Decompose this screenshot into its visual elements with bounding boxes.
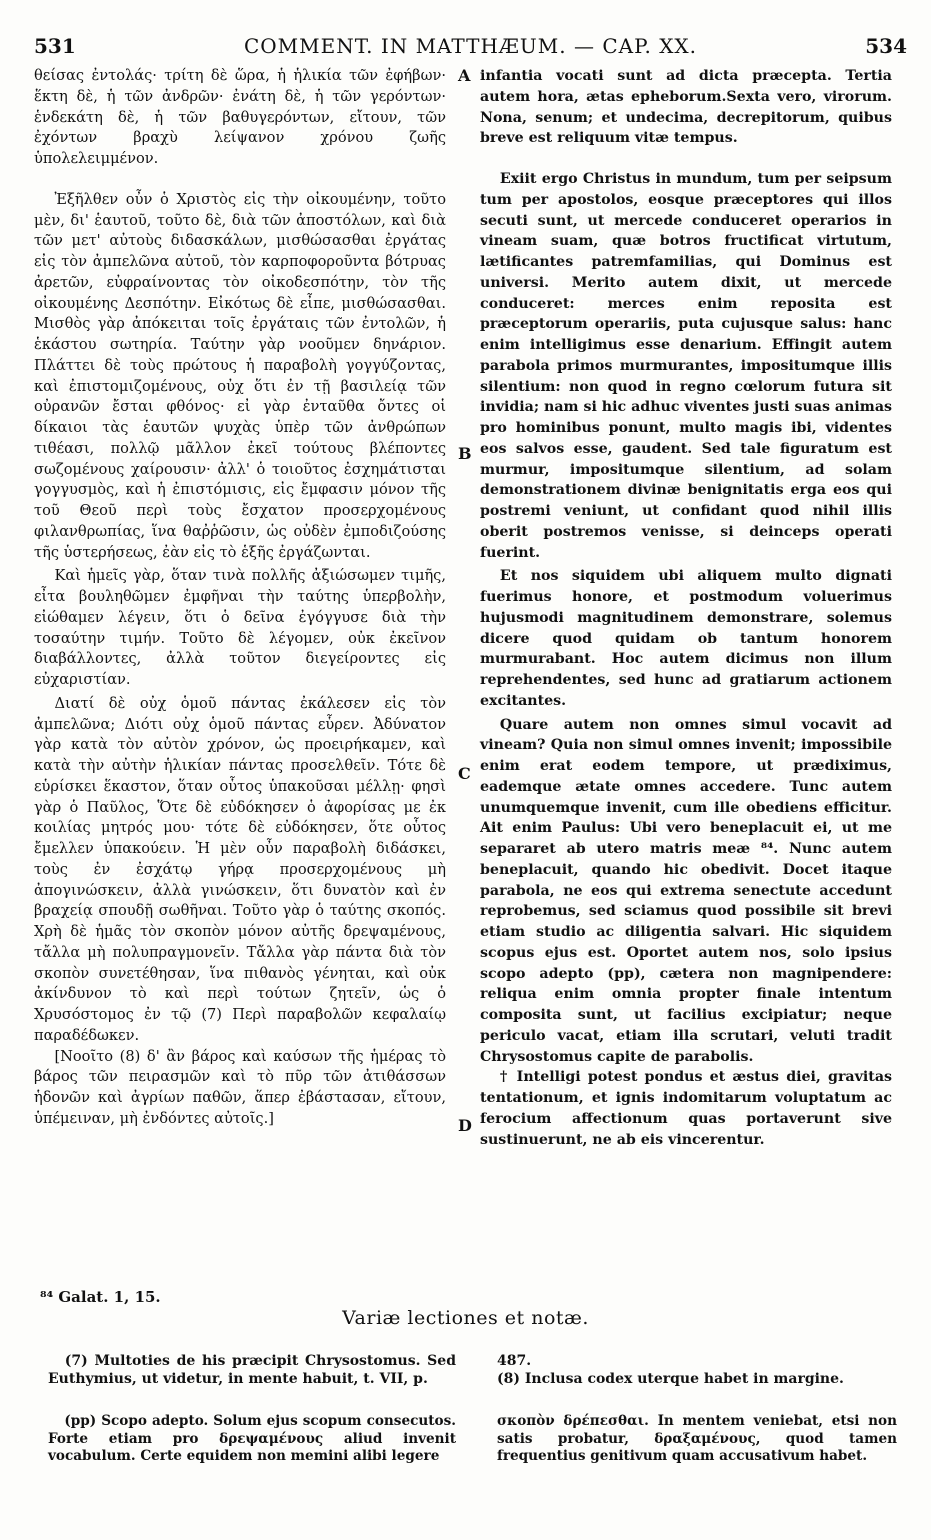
margin-marker-b: B [458,444,472,463]
page-header [34,34,907,62]
margin-marker-c: C [458,764,471,783]
greek-paragraph-3: Καὶ ἡμεῖς γὰρ, ὅταν τινὰ πολλῆς ἀξιώσωμεν τιμῆς, εἶτα βουληθῶμεν ἐμφῆναι τὴν ταύτης ὑπερβολὴν, εἰώθαμεν λέγειν, ὅτι ὁ δεῖνα ἐγόγγυσε διὰ τὴν τοσαύτην τιμήν. Τοῦτο δὲ λέγομεν, οὐκ ἐκεῖνον διαβάλλοντες, ἀλλὰ τοῦτον διεγείροντες εἰς εὐχαριστίαν. [34,567,446,688]
note-7-text: (7) Multoties de his præcipit Chrysostomus. Sed Euthymius, ut videtur, in mente habuit, t. VII, p. [48,1353,456,1387]
greek-paragraph-5: [Νοοῖτο (8) δ' ἂν βάρος καὶ καύσων τῆς ἡμέρας τὸ βάρος τῶν πειρασμῶν καὶ τὸ πῦρ τῶν ἀτιθάσσων ἡδονῶν καὶ ἀγρίων παθῶν, ἅπερ ἐβάστασαν, εἴτουν, ὑπέμειναν, μὴ ἐνδόντες αὐτοῖς.] [34,1047,446,1127]
note-8-text: (8) Inclusa codex uterque habet in margine. [497,1371,844,1387]
latin-paragraph-5: † Intelligi potest pondus et æstus diei, gravitas tentationum, et ignis indomitarum voluptatum ac ferocium affectionum quas portaverunt sive sustinuerunt, ne ab eis vincerentur. [480,1069,892,1148]
greek-column [34,66,446,1130]
note-pp-right [497,1413,897,1466]
note-pp-text: (pp) Scopo adepto. Solum ejus scopum consecutos. Forte etiam pro δρεψαμένους aliud invenit vocabulum. Certe equidem non memini alibi legere [48,1413,456,1464]
notes-right-top [497,1352,897,1388]
running-title: COMMENT. IN MATTHÆUM. — CAP. XX. [243,34,698,58]
variae-lectiones-heading: Variæ lectiones et notæ. [342,1307,589,1329]
page-number-left: 531 [34,34,76,58]
latin-column [480,66,892,1150]
latin-paragraph-3: Et nos siquidem ubi aliquem multo dignati fuerimus honore, et postmodum voluerimus hujusmodi magnitudinem demonstrare, solemus dicere quod quidam ob tantum honorem murmurabant. Hoc autem dicimus non illum reprehendentes, sed hunc ad gratiarum actionem excitantes. [480,568,892,709]
latin-paragraph-1: infantia vocati sunt ad dicta præcepta. Tertia autem hora, ætas epheborum.Sexta vero, virorum. Nona, senum; et undecima, decrepitorum, quibus breve est reliquum vitæ tempus. [480,68,892,147]
greek-paragraph-2: Ἐξῆλθεν οὖν ὁ Χριστὸς εἰς τὴν οἰκουμένην, τοῦτο μὲν, δι' ἑαυτοῦ, τοῦτο δὲ, διὰ τῶν ἀποστόλων, καὶ διὰ τῶν μετ' αὐτοὺς διδασκάλων, μισθώσασθαι ἐργάτας εἰς τὸν ἀμπελῶνα αὐτοῦ, τὸν καρποφοροῦντα βότρυας ἀρετῶν, εὐφραίνοντας τὸν οἰκοδεσπότην, τὸν τῆς οἰκουμένης Δεσπότην. Εἰκότως δὲ εἶπε, μισθώσασθαι. Μισθὸς γὰρ ἀπόκειται τοῖς ἐργάταις τῶν ἐντολῶν, ἡ ἑκάστου σωτηρία. Ταύτην γὰρ νοοῦμεν δηνάριον. Πλάττει δὲ τοὺς πρώτους ἡ παραβολὴ γογγύζοντας, καὶ ἐπιστομιζομένους, οὐχ ὅτι ἐν τῇ βασιλείᾳ τῶν οὐρανῶν ἔσται φθόνος· εἰ γὰρ ἐνταῦθα ὄντες οἱ δίκαιοι τὰς ἑαυτῶν ψυχὰς ὑπὲρ τῶν ἀνθρώπων τιθέασι, πολλῷ μᾶλλον ἐκεῖ τούτους βλέποντες σωζομένους χαίρουσιν· ἀλλ' ὁ τοιοῦτος ἐσχημάτισται γογγυσμὸς, καὶ ἡ ἐπιστόμισις, εἰς ἔμφασιν μόνον τῆς τοῦ Θεοῦ περὶ τοὺς ἔσχατον προσερχομένους φιλανθρωπίας, ἵνα θαῤῥῶσιν, ὡς οὐδὲν ἐμποδιζούσης τῆς ὑστερήσεως, ἐὰν εἰς τὸ ἑξῆς ἐργάζωνται. [34,190,446,561]
latin-paragraph-2: Exiit ergo Christus in mundum, tum per seipsum tum per apostolos, eosque præceptores qui illos secuti sunt, ut mercede conduceret operarios in vineam suam, quæ botros fructificat virtutum, lætificantes patremfamilias, qui Dominus est universi. Merito autem dixit, ut mercede conduceret: merces enim reposita est præceptorum operariis, puta cujusque salus: hanc enim intelligimus esse denarium. Effingit autem parabola primos murmurantes, impositumque illis silentium: non quod in regno cœlorum futura sit invidia; nam si hic adhuc viventes justi suas animas pro hominibus ponunt, multo magis ibi, videntes eos salvos esse, gaudent. Sed tale figuratum est murmur, impositumque silentium, ad solam demonstrationem divinæ benignitatis erga eos qui postremi veniunt, ut confidant quod nihil illis oberit postremos venisse, si deinceps operati fuerint. [480,171,892,561]
note-7-continuation: 487. [497,1353,532,1369]
greek-paragraph-4: Διατί δὲ οὐχ ὁμοῦ πάντας ἐκάλεσεν εἰς τὸν ἀμπελῶνα; Διότι οὐχ ὁμοῦ πάντας εὗρεν. Ἀδύνατον γὰρ κατὰ τὸν αὐτὸν χρόνον, ὡς προειρήκαμεν, καὶ κατὰ τὴν αὐτὴν ἡλικίαν πάντας προσελθεῖν. Τότε δὲ εὑρίσκει ἕκαστον, ὅταν οὗτος ὑπακοῦσαι μέλλῃ· φησὶ γὰρ ὁ Παῦλος, Ὅτε δὲ εὐδόκησεν ὁ ἀφορίσας με ἐκ κοιλίας μητρός μου· τότε δὲ εὐδόκησεν, ὅτε οὗτος ἔμελλεν ὑπακούειν. Ἡ μὲν οὖν παραβολὴ διδάσκει, τοὺς ἐν ἐσχάτῳ γήρᾳ προσερχομένους μὴ ἀπογινώσκειν, ἀλλὰ γινώσκειν, ὅτι δυνατὸν καὶ ἐν βραχείᾳ σπουδῇ σωθῆναι. Τοῦτο γὰρ ὁ ταύτης σκοπός. Χρὴ δὲ ἡμᾶς τὸν σκοπὸν μόνον αὐτῆς δρεψαμένους, τἄλλα μὴ πολυπραγμονεῖν. Τἄλλα γὰρ πάντα διὰ τὸν σκοπὸν συνετέθησαν, ἵνα πιθανὸς γένηται, καὶ οὐκ ἀκίνδυνον τὸ καὶ περὶ τούτων ζητεῖν, ὡς ὁ Χρυσόστομος ἐν τῷ (7) Περὶ παραβολῶν κεφαλαίῳ παραδέδωκεν. [34,694,446,1044]
note-7-left [48,1352,456,1388]
footnote-reference: ⁸⁴ Galat. 1, 15. [40,1288,161,1306]
note-pp-continuation: σκοπὸν δρέπεσθαι. In mentem veniebat, etsi non satis probatur, δραξαμένους, quod tamen frequentius genitivum quam accusativum habet. [497,1413,897,1464]
greek-paragraph-1: θείσας ἐντολάς· τρίτη δὲ ὥρα, ἡ ἡλικία τῶν ἐφήβων· ἕκτη δὲ, ἡ τῶν ἀνδρῶν· ἐνάτη δὲ, ἡ τῶν γερόντων· ἑνδεκάτη δὲ, ἡ τῶν βαθυγερόντων, εἴτουν, τῶν ἐχόντων βραχὺ λείψανον χρόνου ζωῆς ὑπολελειμμένον. [34,67,446,167]
margin-marker-a: A [458,66,471,85]
latin-paragraph-4: Quare autem non omnes simul vocavit ad vineam? Quia non simul omnes invenit; impossibile enim erat eodem tempore, ut prædiximus, eademque ætate omnes accedere. Tunc autem unumquemque invenit, cum ille obediens efficitur. Ait enim Paulus: Ubi vero beneplacuit ei, ut me separaret ab utero matris meæ ⁸⁴. Nunc autem beneplacuit, quando hic obedivit. Docet itaque parabola, ne eos qui extrema senectute accedunt reprobemus, sed sciamus quod possibile sit brevi etiam studio ac diligentia salvari. Hic siquidem scopus ejus est. Oportet autem nos, solo ipsius scopo adepto (pp), cætera non magnipendere: reliqua enim omnia propter finale intentum composita sunt, ut facilius excipiatur; neque periculo vacat, etiam illa scrutari, veluti tradit Chrysostomus capite de parabolis. [480,716,892,1065]
note-pp-left [48,1413,456,1466]
page-number-right: 534 [865,34,907,58]
margin-marker-d: D [458,1116,472,1135]
